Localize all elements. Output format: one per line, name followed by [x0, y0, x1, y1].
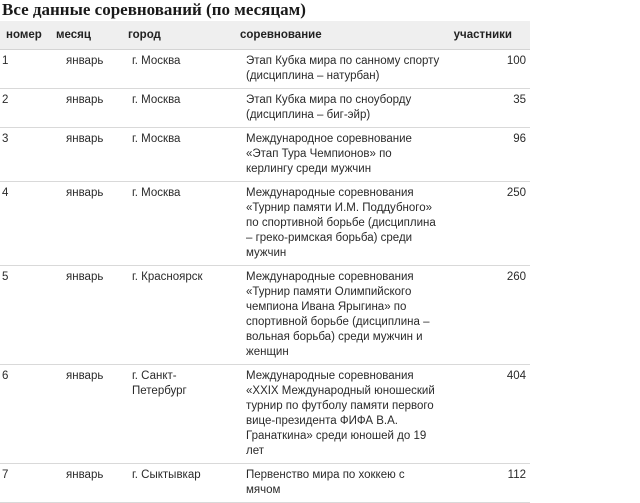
competitions-table [0, 21, 530, 503]
cell-number: 7 [0, 464, 50, 503]
cell-event: Первенство мира по хоккею с мячом [234, 464, 444, 503]
cell-city: г. Москва [122, 89, 234, 128]
cell-participants: 100 [444, 50, 530, 89]
cell-month: январь [50, 266, 122, 365]
table-row [0, 89, 530, 128]
cell-month: январь [50, 50, 122, 89]
cell-participants: 112 [444, 464, 530, 503]
cell-city: г. Санкт-Петербург [122, 365, 234, 464]
table-row [0, 182, 530, 266]
cell-event: Этап Кубка мира по санному спорту (дисциплина – натурбан) [234, 50, 444, 89]
cell-number: 3 [0, 128, 50, 182]
table-row [0, 365, 530, 464]
cell-participants: 260 [444, 266, 530, 365]
column-header-event[interactable]: соревнование [234, 21, 444, 50]
cell-city: г. Красноярск [122, 266, 234, 365]
cell-month: январь [50, 89, 122, 128]
cell-participants: 35 [444, 89, 530, 128]
cell-month: январь [50, 464, 122, 503]
cell-event: Международное соревнование «Этап Тура Чемпионов» по керлингу среди мужчин [234, 128, 444, 182]
cell-event: Международные соревнования «XXIX Международный юношеский турнир по футболу памяти первого вице-президента ФИФА В.А. Гранаткина» среди юношей до 19 лет [234, 365, 444, 464]
cell-event: Этап Кубка мира по сноуборду (дисциплина – биг-эйр) [234, 89, 444, 128]
cell-number: 5 [0, 266, 50, 365]
cell-city: г. Москва [122, 50, 234, 89]
cell-participants: 404 [444, 365, 530, 464]
cell-number: 2 [0, 89, 50, 128]
column-header-city[interactable]: город [122, 21, 234, 50]
column-header-month[interactable]: месяц [50, 21, 122, 50]
cell-participants: 250 [444, 182, 530, 266]
table-body [0, 50, 530, 503]
table-row [0, 128, 530, 182]
cell-city: г. Москва [122, 182, 234, 266]
column-header-participants[interactable]: участники [444, 21, 530, 50]
cell-month: январь [50, 128, 122, 182]
cell-city: г. Москва [122, 128, 234, 182]
cell-month: январь [50, 182, 122, 266]
page-title: Все данные соревнований (по месяцам) [2, 0, 306, 19]
cell-number: 1 [0, 50, 50, 89]
table-row [0, 464, 530, 503]
cell-month: январь [50, 365, 122, 464]
table-row [0, 50, 530, 89]
cell-participants: 96 [444, 128, 530, 182]
cell-city: г. Сыктывкар [122, 464, 234, 503]
cell-number: 4 [0, 182, 50, 266]
table-header [0, 21, 530, 50]
column-header-number[interactable]: номер [0, 21, 50, 50]
cell-event: Международные соревнования «Турнир памяти Олимпийского чемпиона Ивана Ярыгина» по спортивной борьбе (дисциплина – вольная борьба) среди мужчин и женщин [234, 266, 444, 365]
table-row [0, 266, 530, 365]
cell-number: 6 [0, 365, 50, 464]
cell-event: Международные соревнования «Турнир памяти И.М. Поддубного» по спортивной борьбе (дисциплина – греко-римская борьба) среди мужчин [234, 182, 444, 266]
header-row [0, 21, 530, 50]
